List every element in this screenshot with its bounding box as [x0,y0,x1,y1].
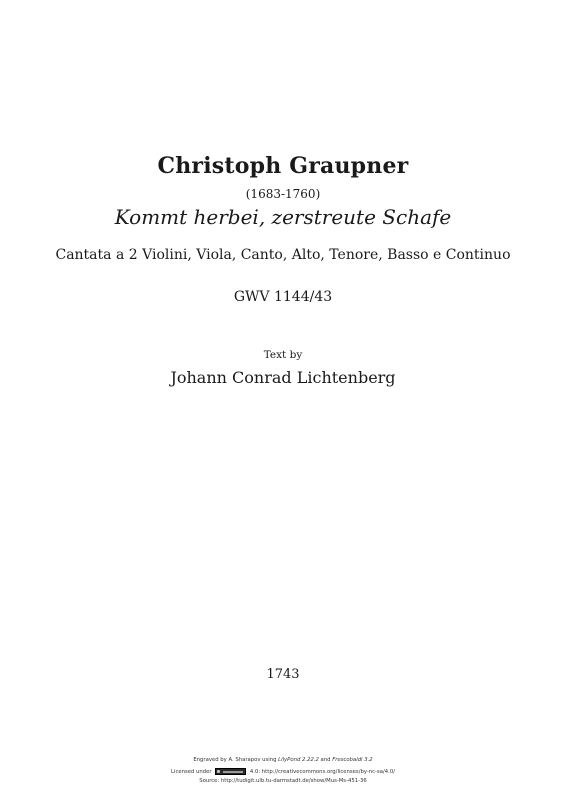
frescobaldi-link[interactable]: Frescobaldi 3.2 [332,757,373,763]
text-by-label: Text by [263,349,303,361]
footer-engraving-credit [0,757,566,763]
cc-by-nc-sa-badge-icon [215,768,246,775]
engraved-prefix: Engraved by A. Sharapov using [193,757,279,763]
catalog-number: GWV 1144/43 [233,289,333,305]
licensed-prefix: Licensed under [171,769,214,775]
work-subtitle: Cantata a 2 Violini, Viola, Canto, Alto, Tenore, Basso e Continuo [55,247,511,263]
lilypond-link[interactable]: LilyPond 2.22.2 [278,757,319,763]
footer-source[interactable]: Source: http://tudigit.ulb.tu-darmstadt.de/show/Mus-Ms-451-36 [199,778,367,784]
work-title: Kommt herbei, zerstreute Schafe [114,205,452,229]
footer-license [0,768,566,775]
composer-dates: (1683-1760) [245,187,321,201]
engraved-and: and [318,757,333,763]
composition-year: 1743 [266,667,300,682]
composer-name: Christoph Graupner [157,153,409,179]
librettist-name: Johann Conrad Lichtenberg [170,368,396,387]
license-url-link[interactable]: 4.0: http://creativecommons.org/licenses/by-nc-sa/4.0/ [248,769,395,775]
